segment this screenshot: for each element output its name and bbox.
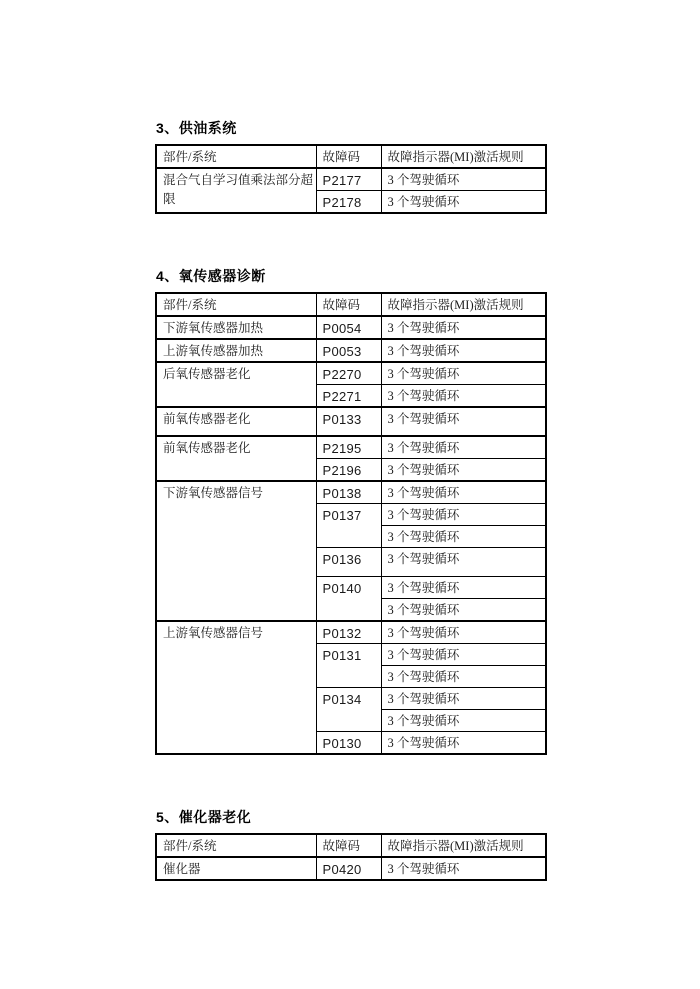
rule-cell: 3 个驾驶循环 xyxy=(381,857,546,880)
rule-cell: 3 个驾驶循环 xyxy=(381,504,546,526)
rule-header-cell: 故障指示器(MI)激活规则 xyxy=(381,834,546,857)
component-cell: 下游氧传感器信号 xyxy=(156,481,316,621)
rule-cell: 3 个驾驶循环 xyxy=(381,599,546,622)
code-cell: P2271 xyxy=(316,385,381,408)
rule-cell: 3 个驾驶循环 xyxy=(381,339,546,362)
section-title: 5、催化器老化 xyxy=(156,809,252,825)
rule-cell: 3 个驾驶循环 xyxy=(381,548,546,577)
section-title: 4、氧传感器诊断 xyxy=(156,268,266,284)
component-cell: 前氧传感器老化 xyxy=(156,407,316,436)
rule-cell: 3 个驾驶循环 xyxy=(381,407,546,436)
rule-cell: 3 个驾驶循环 xyxy=(381,316,546,339)
code-header-cell: 故障码 xyxy=(316,145,381,168)
component-cell: 上游氧传感器加热 xyxy=(156,339,316,362)
rule-cell: 3 个驾驶循环 xyxy=(381,459,546,482)
table-header-row xyxy=(156,834,546,857)
rule-cell: 3 个驾驶循环 xyxy=(381,688,546,710)
rule-cell: 3 个驾驶循环 xyxy=(381,621,546,644)
code-cell: P0136 xyxy=(316,548,381,577)
component-cell: 上游氧传感器信号 xyxy=(156,621,316,754)
table-header-row xyxy=(156,145,546,168)
rule-cell: 3 个驾驶循环 xyxy=(381,481,546,504)
table-header-row xyxy=(156,293,546,316)
table-row xyxy=(156,362,546,385)
table-row xyxy=(156,857,546,880)
fault-code-table xyxy=(155,292,547,755)
fault-code-table xyxy=(155,144,547,214)
code-header-cell: 故障码 xyxy=(316,834,381,857)
code-header-cell: 故障码 xyxy=(316,293,381,316)
code-cell: P0132 xyxy=(316,621,381,644)
code-cell: P2177 xyxy=(316,168,381,191)
component-cell: 下游氧传感器加热 xyxy=(156,316,316,339)
component-cell: 混合气自学习值乘法部分超限 xyxy=(156,168,316,213)
code-cell: P0420 xyxy=(316,857,381,880)
component-cell: 催化器 xyxy=(156,857,316,880)
rule-cell: 3 个驾驶循环 xyxy=(381,168,546,191)
code-cell: P2196 xyxy=(316,459,381,482)
table-row xyxy=(156,436,546,459)
code-cell: P0138 xyxy=(316,481,381,504)
table-row xyxy=(156,621,546,644)
rule-cell: 3 个驾驶循环 xyxy=(381,385,546,408)
code-cell: P0131 xyxy=(316,644,381,688)
code-cell: P0137 xyxy=(316,504,381,548)
component-header-cell: 部件/系统 xyxy=(156,145,316,168)
code-cell: P0140 xyxy=(316,577,381,622)
code-cell: P0053 xyxy=(316,339,381,362)
component-cell: 前氧传感器老化 xyxy=(156,436,316,481)
rule-cell: 3 个驾驶循环 xyxy=(381,577,546,599)
rule-header-cell: 故障指示器(MI)激活规则 xyxy=(381,293,546,316)
rule-cell: 3 个驾驶循环 xyxy=(381,644,546,666)
rule-header-cell: 故障指示器(MI)激活规则 xyxy=(381,145,546,168)
table-row xyxy=(156,168,546,191)
rule-cell: 3 个驾驶循环 xyxy=(381,710,546,732)
component-cell: 后氧传感器老化 xyxy=(156,362,316,407)
rule-cell: 3 个驾驶循环 xyxy=(381,362,546,385)
code-cell: P0134 xyxy=(316,688,381,732)
fault-code-table xyxy=(155,833,547,881)
section-catalyst xyxy=(155,807,545,881)
code-cell: P2178 xyxy=(316,191,381,214)
rule-cell: 3 个驾驶循环 xyxy=(381,732,546,755)
code-cell: P0054 xyxy=(316,316,381,339)
code-cell: P2195 xyxy=(316,436,381,459)
section-fuel-system xyxy=(155,118,545,214)
rule-cell: 3 个驾驶循环 xyxy=(381,436,546,459)
component-header-cell: 部件/系统 xyxy=(156,834,316,857)
table-row xyxy=(156,339,546,362)
table-row xyxy=(156,407,546,436)
table-row xyxy=(156,481,546,504)
component-header-cell: 部件/系统 xyxy=(156,293,316,316)
table-row xyxy=(156,316,546,339)
rule-cell: 3 个驾驶循环 xyxy=(381,191,546,214)
code-cell: P0133 xyxy=(316,407,381,436)
section-title: 3、供油系统 xyxy=(156,120,237,136)
code-cell: P0130 xyxy=(316,732,381,755)
rule-cell: 3 个驾驶循环 xyxy=(381,526,546,548)
rule-cell: 3 个驾驶循环 xyxy=(381,666,546,688)
code-cell: P2270 xyxy=(316,362,381,385)
section-oxygen-sensor xyxy=(155,266,545,755)
